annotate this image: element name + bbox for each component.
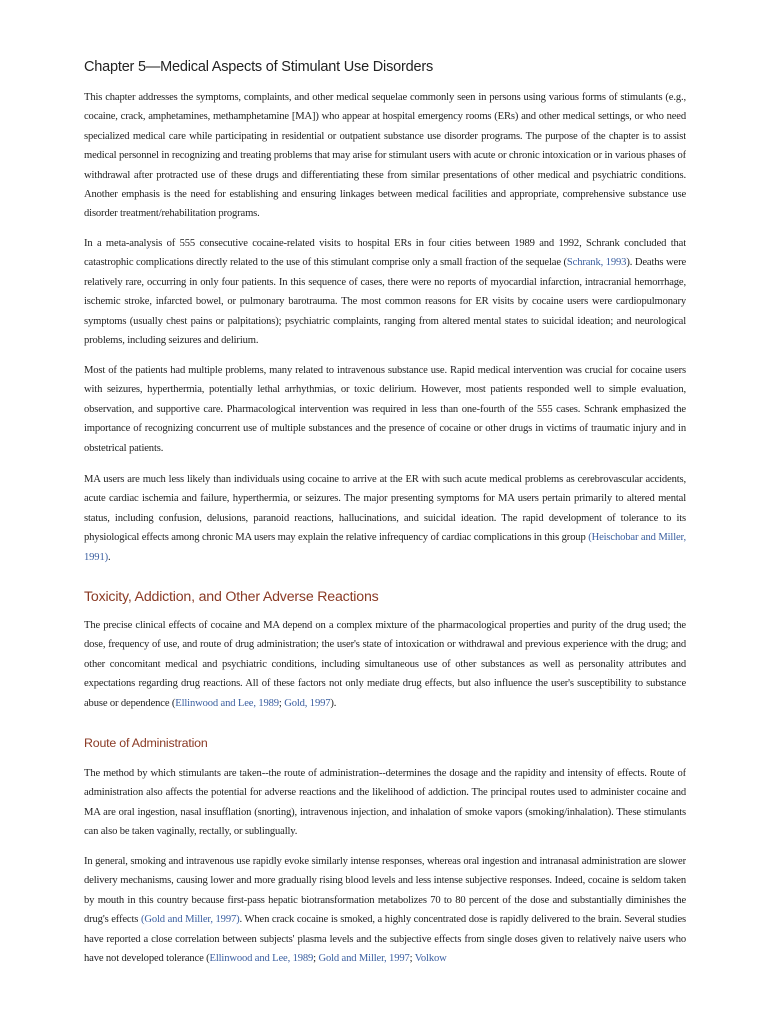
citation-link-gold-miller-1997[interactable]: (Gold and Miller, 1997) (140, 914, 240, 926)
paragraph-text: The method by which stimulants are taken--the route of administration--determines the dosage and the rapidity and intensity of effects. Route of administration also affects the potential for adverse reactions and the likelihood of addiction. The principal routes used to administer cocaine and MA are oral ingestion, nasal insufflation (snorting), intravenous injection, and inhalation of smoke vapors (smoking/inhalation). These stimulants can also be taken vaginally, rectally, or sublingually. (84, 768, 686, 838)
chapter-title: Chapter 5—Medical Aspects of Stimulant Use Disorders (84, 59, 434, 75)
citation-separator: ; (409, 953, 415, 965)
paragraph-ma-users (84, 470, 686, 567)
paragraph-text: In general, smoking and intravenous use rapidly evoke similarly intense responses, whereas oral ingestion and intranasal administration are slower delivery mechanisms, causing lower and more gradually rising blood levels and less intense subjective responses. Indeed, cocaine is seldom taken by mouth in this country because first-pass hepatic biotransformation metabolizes 70 to 80 percent of the dose and substantially diminishes the drug's effects (84, 856, 686, 926)
paragraph-text: . When crack cocaine is smoked, a highly concentrated dose is rapidly delivered to the brain. Several studies have reported a close correlation between subjects' plasma levels and the subjective effects from single doses given to relatively naive users who have not developed tolerance ( (84, 914, 686, 965)
section-heading-toxicity: Toxicity, Addiction, and Other Adverse Reactions (84, 589, 379, 605)
paragraph-meta-analysis (84, 234, 686, 350)
citation-link-heischobar-miller-1991[interactable]: (Heischobar and Miller, 1991) (84, 532, 686, 563)
paragraph-text: Most of the patients had multiple problems, many related to intravenous substance use. Rapid medical intervention was crucial for cocaine users with seizures, hyperthermia, potentially lethal arrhythmias, or toxic delirium. However, most patients responded well to simple evaluation, observation, and supportive care. Pharmacological intervention was required in less than one-fourth of the 555 cases. Schrank emphasized the importance of recognizing concurrent use of multiple substances and the presence of cocaine or other drugs in victims of traumatic injury and in obstetrical patients. (84, 365, 686, 454)
paragraph-multiple-problems (84, 361, 686, 458)
citation-separator: ; (313, 953, 319, 965)
citation-separator: ; (278, 697, 285, 709)
paragraph-smoking-intravenous (84, 852, 686, 968)
paragraph-clinical-effects (84, 616, 686, 713)
citation-link-ellinwood-lee-1989-b[interactable]: Ellinwood and Lee, 1989 (209, 953, 314, 965)
paragraph-text: . (107, 551, 111, 563)
citation-link-ellinwood-lee-1989[interactable]: Ellinwood and Lee, 1989 (175, 697, 279, 709)
citation-link-volkow[interactable]: Volkow (414, 953, 447, 965)
document-page (84, 0, 686, 1024)
paragraph-text: ). Deaths were relatively rare, occurring in only four patients. In this sequence of cases, there were no reports of myocardial infarction, intracranial hemorrhage, ischemic stroke, infarcted bowel, or pulmonary barotrauma. The most common reasons for ER visits by cocaine users were cardiopulmonary symptoms (usually chest pains or palpitations); psychiatric complaints, ranging from altered mental states to suicidal ideation; and neurological problems, including seizures and delirium. (84, 257, 686, 347)
paragraph-text: The precise clinical effects of cocaine and MA depend on a complex mixture of the pharmacological properties and purity of the drug used; the dose, frequency of use, and route of drug administration; the user's state of intoxication or withdrawal and previous experience with the drug; and other concomitant medical and psychiatric conditions, including simultaneous use of other substances as well as personality attributes and expectations regarding drug reactions. All of these factors not only mediate drug effects, but also influence the user's susceptibility to substance abuse or dependence ( (84, 620, 686, 709)
paragraph-text: MA users are much less likely than individuals using cocaine to arrive at the ER with such acute medical problems as cerebrovascular accidents, acute cardiac ischemia and failure, hyperthermia, or seizures. The major presenting symptoms for MA users pertain primarily to altered mental status, including confusion, delusions, paranoid reactions, hallucinations, and suicidal ideation. The rapid development of tolerance to its physiological effects among chronic MA users may explain the relative infrequency of cardiac complications in this group (84, 474, 686, 544)
paragraph-intro (84, 88, 686, 224)
paragraph-intro-text: This chapter addresses the symptoms, complaints, and other medical sequelae commonly seen in persons using various forms of stimulants (e.g., cocaine, crack, amphetamines, methamphetamine [MA]) who appear at hospital emergency rooms (ERs) and other medical settings, or who need specialized medical care while participating in residential or outpatient substance use disorder programs. The purpose of the chapter is to assist medical personnel in recognizing and treating problems that may arise for stimulant users with acute or chronic intoxication or in various phases of withdrawal after protracted use of these drugs and differentiating these from similar presentations of other medical and psychiatric conditions. Another emphasis is the need for establishing and ensuring linkages between medical facilities and appropriate, comprehensive substance use disorder treatment/rehabilitation programs. (84, 92, 686, 220)
paragraph-text: In a meta-analysis of 555 consecutive cocaine-related visits to hospital ERs in four cities between 1989 and 1992, Schrank concluded that catastrophic complications directly related to the use of this stimulant comprise only a small fraction of the sequelae ( (84, 238, 686, 269)
citation-link-gold-miller-1997-b[interactable]: Gold and Miller, 1997 (318, 953, 410, 965)
citation-link-schrank-1993[interactable]: Schrank, 1993 (566, 257, 627, 269)
paragraph-route-method (84, 764, 686, 842)
subsection-heading-route: Route of Administration (84, 736, 208, 750)
paragraph-text: ). (330, 697, 337, 709)
citation-link-gold-1997[interactable]: Gold, 1997 (284, 697, 331, 709)
